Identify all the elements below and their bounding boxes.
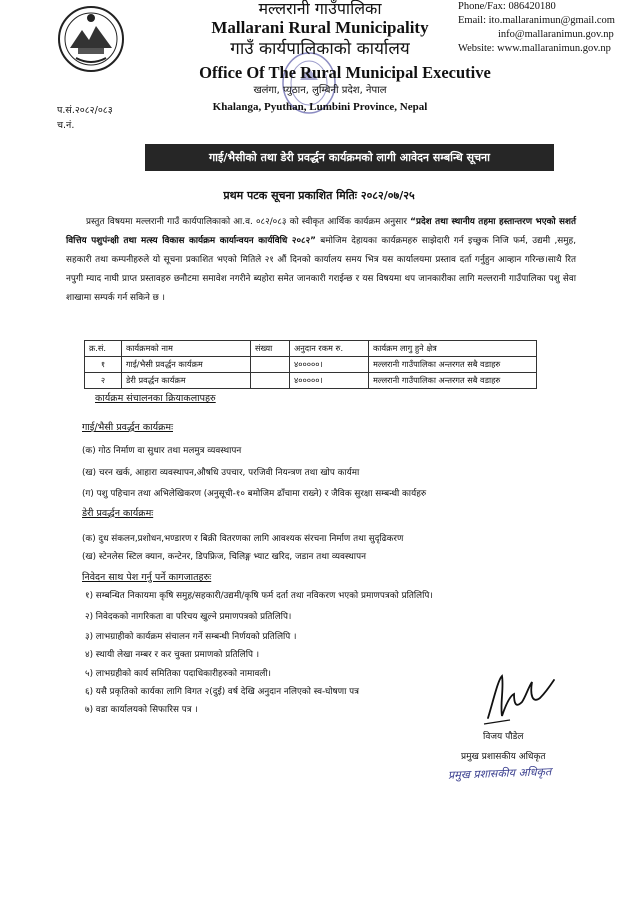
list-item: (क) गोठ निर्माण वा सुधार तथा मलमुत्र व्यवस्थापन	[82, 446, 242, 456]
phone-fax: Phone/Fax: 086420180	[458, 1, 556, 12]
list-item: (ख) चरन खर्क, आहारा व्यवस्थापन,औषधि उपचार, परजिवी नियन्त्रण तथा खोप कार्यमा	[82, 468, 360, 478]
municipality-name-nepali: मल्लरानी गाउँपालिका	[258, 0, 382, 18]
table-header: संख्या	[251, 341, 290, 357]
table-cell: ४०००००।	[290, 357, 369, 373]
list-item: ५) लाभग्रहीको कार्य समितिका पदाधिकारीहरुको नामावली।	[85, 669, 271, 679]
reference-numbers	[57, 103, 113, 133]
list-item: (ग) पशु पहिचान तथा अभिलेखिकरण (अनुसूची-१० बमोजिम ढाँचामा राख्ने) र जैविक सुरक्षा सम्बन्धी कार्यहरु	[82, 489, 427, 499]
list-item: ६) यसै प्रकृतिको कार्यका लागि विगत २(दुई) वर्ष देखि अनुदान नलिएको स्व-घोषणा पत्र	[85, 687, 360, 697]
table-row	[85, 357, 537, 373]
table-header: अनुदान रकम रु.	[290, 341, 369, 357]
table-header: क्र.सं.	[85, 341, 122, 357]
table-cell	[251, 357, 290, 373]
website: Website: www.mallaranimun.gov.np	[458, 43, 611, 54]
address-nepali: खलंगा, प्युठान, लुम्बिनी प्रदेश, नेपाल	[253, 85, 387, 96]
notice-body-paragraph	[66, 213, 576, 308]
cow-section-heading: गाई/भैसी प्रवर्द्धन कार्यक्रमः	[82, 422, 173, 433]
address-english: Khalanga, Pyuthan, Lumbini Province, Nepal	[212, 101, 428, 113]
municipality-name-english: Mallarani Rural Municipality	[211, 18, 429, 37]
office-name-nepali: गाउँ कार्यपालिकाको कार्यालय	[230, 39, 410, 59]
table-cell: गाई/भैसी प्रवर्द्धन कार्यक्रम	[122, 357, 251, 373]
program-table	[84, 340, 537, 389]
table-cell: मल्लरानी गाउँपालिका अन्तरगत सबै वडाहरु	[369, 373, 537, 389]
designation-stamp: प्रमुख प्रशासकीय अधिकृत	[447, 765, 552, 782]
municipality-logo	[56, 4, 126, 74]
list-item: ४) स्थायी लेखा नम्बर र कर चुक्ता प्रमाणको प्रतिलिपि ।	[85, 650, 260, 660]
body-text-part1: प्रस्तुत विषयमा मल्लरानी गाउँ कार्यपालिकाको आ.व. ०८२/०८३ को स्वीकृत आर्थिक कार्यक्रम अनुसार	[86, 217, 411, 227]
notice-title-banner: गाई/भैसीको तथा डेरी प्रवर्द्धन कार्यक्रमको लागी आवेदन सम्बन्धि सूचना	[145, 144, 554, 171]
list-item: ३) लाभग्राहीको कार्यक्रम संचालन गर्ने सम्बन्धी निर्णयको प्रतिलिपि ।	[85, 632, 297, 642]
letter-ref-no: प.सं.२०८२/०८३	[57, 105, 113, 116]
table-cell	[251, 373, 290, 389]
table-cell: डेरी प्रवर्द्धन कार्यक्रम	[122, 373, 251, 389]
signatory-name: विजय पौडेल	[483, 732, 524, 742]
contact-block	[458, 0, 634, 56]
list-item: ७) वडा कार्यालयको सिफारिस पत्र ।	[85, 705, 198, 715]
table-cell: २	[85, 373, 122, 389]
activities-heading: कार्यक्रम संचालनका क्रियाकलापहरु	[95, 393, 216, 404]
email-primary: Email: ito.mallaranimun@gmail.com	[458, 15, 615, 26]
list-item: (ख) स्टेनलेस स्टिल क्यान, कन्टेनर, डिपफ्रिज, चिलिङ्ग भ्याट खरिद, जडान तथा व्यवस्थापन	[82, 552, 366, 562]
email-secondary: info@mallaranimun.gov.np	[498, 29, 614, 40]
body-text-bold: “प्रदेश तथा स्थानीय तहमा हस्तान्तरण भएको सशर्त वित्तिय पशुपंन्क्षी तथा मत्स्य विकास कार्यक्रम कार्यान्वयन कार्यविधि २०८२”	[66, 217, 576, 246]
table-header: कार्यक्रम लागु हुने क्षेत्र	[369, 341, 537, 357]
table-header: कार्यक्रमको नाम	[122, 341, 251, 357]
table-cell: मल्लरानी गाउँपालिका अन्तरगत सबै वडाहरु	[369, 357, 537, 373]
body-text-part2: बमोजिम देहायका कार्यक्रमहरु साझेदारी गर्न इच्छुक निजि फर्म, उद्यमी ,समुह, सहकारी तथा कम्पनीहरुले यो सूचना प्रकाशित भएको मितिले २१ औं दिनको कार्यालय समय भित्र यस कार्यालयमा प्रस्ताव दर्ता गर्नुहुन आव्हान गरिन्छ।साथै रित नपुगी म्याद नाघी प्राप्त प्रस्तावहरु छनौटमा समावेश नगरीने ब्यहोरा समेत जानकारी गराईन्छ र यस विषयमा थप जानकारीका लागि मल्लरानी गाउँपालिका पशु सेवा शाखामा सम्पर्क गर्न सकिने छ ।	[66, 236, 576, 303]
list-item: (क) दुध संकलन,प्रशोधन,भण्डारण र बिक्री वितरणका लागि आवश्यक संरचना निर्माण तथा सुदृढिकरण	[82, 534, 404, 544]
dispatch-no: च.नं.	[57, 120, 75, 131]
signatory-title: प्रमुख प्रशासकीय अधिकृत	[461, 752, 546, 762]
publication-date: प्रथम पटक सूचना प्रकाशित मितिः २०८२/०७/२५	[223, 189, 415, 202]
office-name-english: Office Of The Rural Municipal Executive	[199, 63, 491, 82]
table-row	[85, 373, 537, 389]
table-header-row	[85, 341, 537, 357]
signature	[480, 668, 560, 730]
dairy-section-heading: डेरी प्रवर्द्धन कार्यक्रमः	[82, 508, 154, 519]
table-cell: ४०००००।	[290, 373, 369, 389]
list-item: १) सम्बन्धित निकायमा कृषि समुह/सहकारी/उद्यमी/कृषि फर्म दर्ता तथा नविकरण भएको प्रमाणपत्रको प्रतिलिपि।	[85, 591, 433, 601]
documents-heading: निवेदन साथ पेश गर्नु पर्ने कागजातहरुः	[82, 572, 212, 583]
table-cell: १	[85, 357, 122, 373]
list-item: २) निवेदकको नागरिकता वा परिचय खुल्ने प्रमाणपत्रको प्रतिलिपि।	[85, 612, 292, 622]
